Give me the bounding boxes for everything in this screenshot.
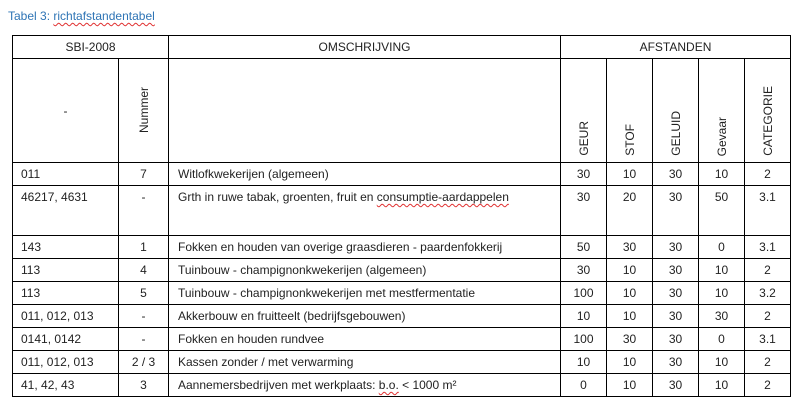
cell-geur: 30 — [561, 163, 607, 186]
cell-geur: 30 — [561, 259, 607, 282]
cell-stof: 30 — [607, 328, 653, 351]
cell-categorie: 2 — [745, 374, 791, 397]
cell-stof: 10 — [607, 351, 653, 374]
header-stof-cell — [607, 59, 653, 163]
cell-sbi: 113 — [13, 282, 119, 305]
header-sbi-sub: - — [13, 59, 119, 163]
header-categorie-cell — [745, 59, 791, 163]
cell-gevaar: 10 — [699, 259, 745, 282]
cell-omschrijving: Fokken en houden rundvee — [169, 328, 561, 351]
cell-categorie: 2 — [745, 259, 791, 282]
cell-geluid: 30 — [653, 351, 699, 374]
cell-geluid: 30 — [653, 374, 699, 397]
cell-geluid: 30 — [653, 236, 699, 259]
cell-gevaar: 30 — [699, 305, 745, 328]
header-row-1 — [13, 36, 791, 59]
cell-nummer: - — [119, 186, 169, 236]
cell-stof: 30 — [607, 236, 653, 259]
cell-sbi: 011, 012, 013 — [13, 305, 119, 328]
table-row — [13, 328, 791, 351]
header-omschrijving: OMSCHRIJVING — [169, 36, 561, 59]
cell-stof: 10 — [607, 282, 653, 305]
cell-geluid: 30 — [653, 163, 699, 186]
cell-stof: 10 — [607, 305, 653, 328]
cell-nummer: - — [119, 328, 169, 351]
cell-gevaar: 50 — [699, 186, 745, 236]
cell-gevaar: 0 — [699, 236, 745, 259]
cell-stof: 10 — [607, 259, 653, 282]
cell-gevaar: 0 — [699, 328, 745, 351]
cell-categorie: 2 — [745, 163, 791, 186]
cell-geur: 0 — [561, 374, 607, 397]
header-stof: STOF — [622, 124, 637, 156]
cell-stof: 20 — [607, 186, 653, 236]
cell-sbi: 113 — [13, 259, 119, 282]
omschrijving-suffix: < 1000 m² — [398, 378, 457, 392]
cell-nummer: 1 — [119, 236, 169, 259]
cell-categorie: 2 — [745, 351, 791, 374]
cell-geur: 30 — [561, 186, 607, 236]
caption-title: richtafstandentabel — [53, 9, 155, 23]
cell-geur: 100 — [561, 282, 607, 305]
cell-sbi: 0141, 0142 — [13, 328, 119, 351]
cell-geur: 100 — [561, 328, 607, 351]
cell-stof: 10 — [607, 163, 653, 186]
cell-categorie: 3.1 — [745, 328, 791, 351]
cell-omschrijving: Tuinbouw - champignonkwekerijen (algemeen) — [169, 259, 561, 282]
cell-omschrijving — [169, 374, 561, 397]
cell-nummer: 3 — [119, 374, 169, 397]
cell-gevaar: 10 — [699, 163, 745, 186]
spellcheck-flagged-text: b.o. — [378, 378, 399, 392]
cell-nummer: - — [119, 305, 169, 328]
header-afstanden: AFSTANDEN — [561, 36, 791, 59]
cell-omschrijving: Kassen zonder / met verwarming — [169, 351, 561, 374]
cell-stof: 10 — [607, 374, 653, 397]
header-row-2 — [13, 59, 791, 163]
cell-omschrijving: Fokken en houden van overige graasdieren - paardenfokkerij — [169, 236, 561, 259]
header-gevaar-cell — [699, 59, 745, 163]
header-geluid-cell — [653, 59, 699, 163]
cell-nummer: 4 — [119, 259, 169, 282]
cell-sbi: 011 — [13, 163, 119, 186]
header-geur: GEUR — [576, 121, 591, 156]
cell-nummer: 5 — [119, 282, 169, 305]
omschrijving-text: Grth in ruwe tabak, groenten, fruit en — [178, 190, 377, 204]
cell-gevaar: 10 — [699, 282, 745, 305]
header-nummer-cell — [119, 59, 169, 163]
cell-omschrijving: Tuinbouw - champignonkwekerijen met mestfermentatie — [169, 282, 561, 305]
cell-sbi: 011, 012, 013 — [13, 351, 119, 374]
cell-categorie: 3.2 — [745, 282, 791, 305]
cell-categorie: 2 — [745, 305, 791, 328]
cell-geur: 10 — [561, 305, 607, 328]
table-row — [13, 186, 791, 236]
table-row — [13, 259, 791, 282]
cell-nummer: 7 — [119, 163, 169, 186]
spellcheck-flagged-text: consumptie-aardappelen — [376, 190, 509, 204]
cell-gevaar: 10 — [699, 374, 745, 397]
cell-geluid: 30 — [653, 259, 699, 282]
header-gevaar: Gevaar — [714, 116, 729, 156]
cell-sbi: 41, 42, 43 — [13, 374, 119, 397]
header-sbi: SBI-2008 — [13, 36, 169, 59]
cell-categorie: 3.1 — [745, 236, 791, 259]
cell-geluid: 30 — [653, 305, 699, 328]
caption-prefix: Tabel 3: — [8, 9, 54, 23]
table-row — [13, 163, 791, 186]
cell-sbi: 46217, 4631 — [13, 186, 119, 236]
cell-nummer: 2 / 3 — [119, 351, 169, 374]
cell-geur: 50 — [561, 236, 607, 259]
cell-geluid: 30 — [653, 328, 699, 351]
cell-geur: 10 — [561, 351, 607, 374]
cell-omschrijving: Witlofkwekerijen (algemeen) — [169, 163, 561, 186]
table-caption — [8, 9, 155, 23]
table-row — [13, 282, 791, 305]
cell-geluid: 30 — [653, 282, 699, 305]
header-geur-cell — [561, 59, 607, 163]
header-geluid: GELUID — [668, 111, 683, 156]
cell-categorie: 3.1 — [745, 186, 791, 236]
table-row — [13, 236, 791, 259]
cell-omschrijving — [169, 186, 561, 236]
cell-sbi: 143 — [13, 236, 119, 259]
cell-gevaar: 10 — [699, 351, 745, 374]
header-categorie: CATEGORIE — [760, 86, 775, 156]
table-row — [13, 351, 791, 374]
distance-table — [12, 35, 791, 397]
cell-omschrijving: Akkerbouw en fruitteelt (bedrijfsgebouwen) — [169, 305, 561, 328]
header-nummer: Nummer — [136, 87, 151, 134]
cell-geluid: 30 — [653, 186, 699, 236]
header-omschrijving-blank — [169, 59, 561, 163]
table-row — [13, 305, 791, 328]
omschrijving-text: Aannemersbedrijven met werkplaats: — [178, 378, 379, 392]
table-row — [13, 374, 791, 397]
